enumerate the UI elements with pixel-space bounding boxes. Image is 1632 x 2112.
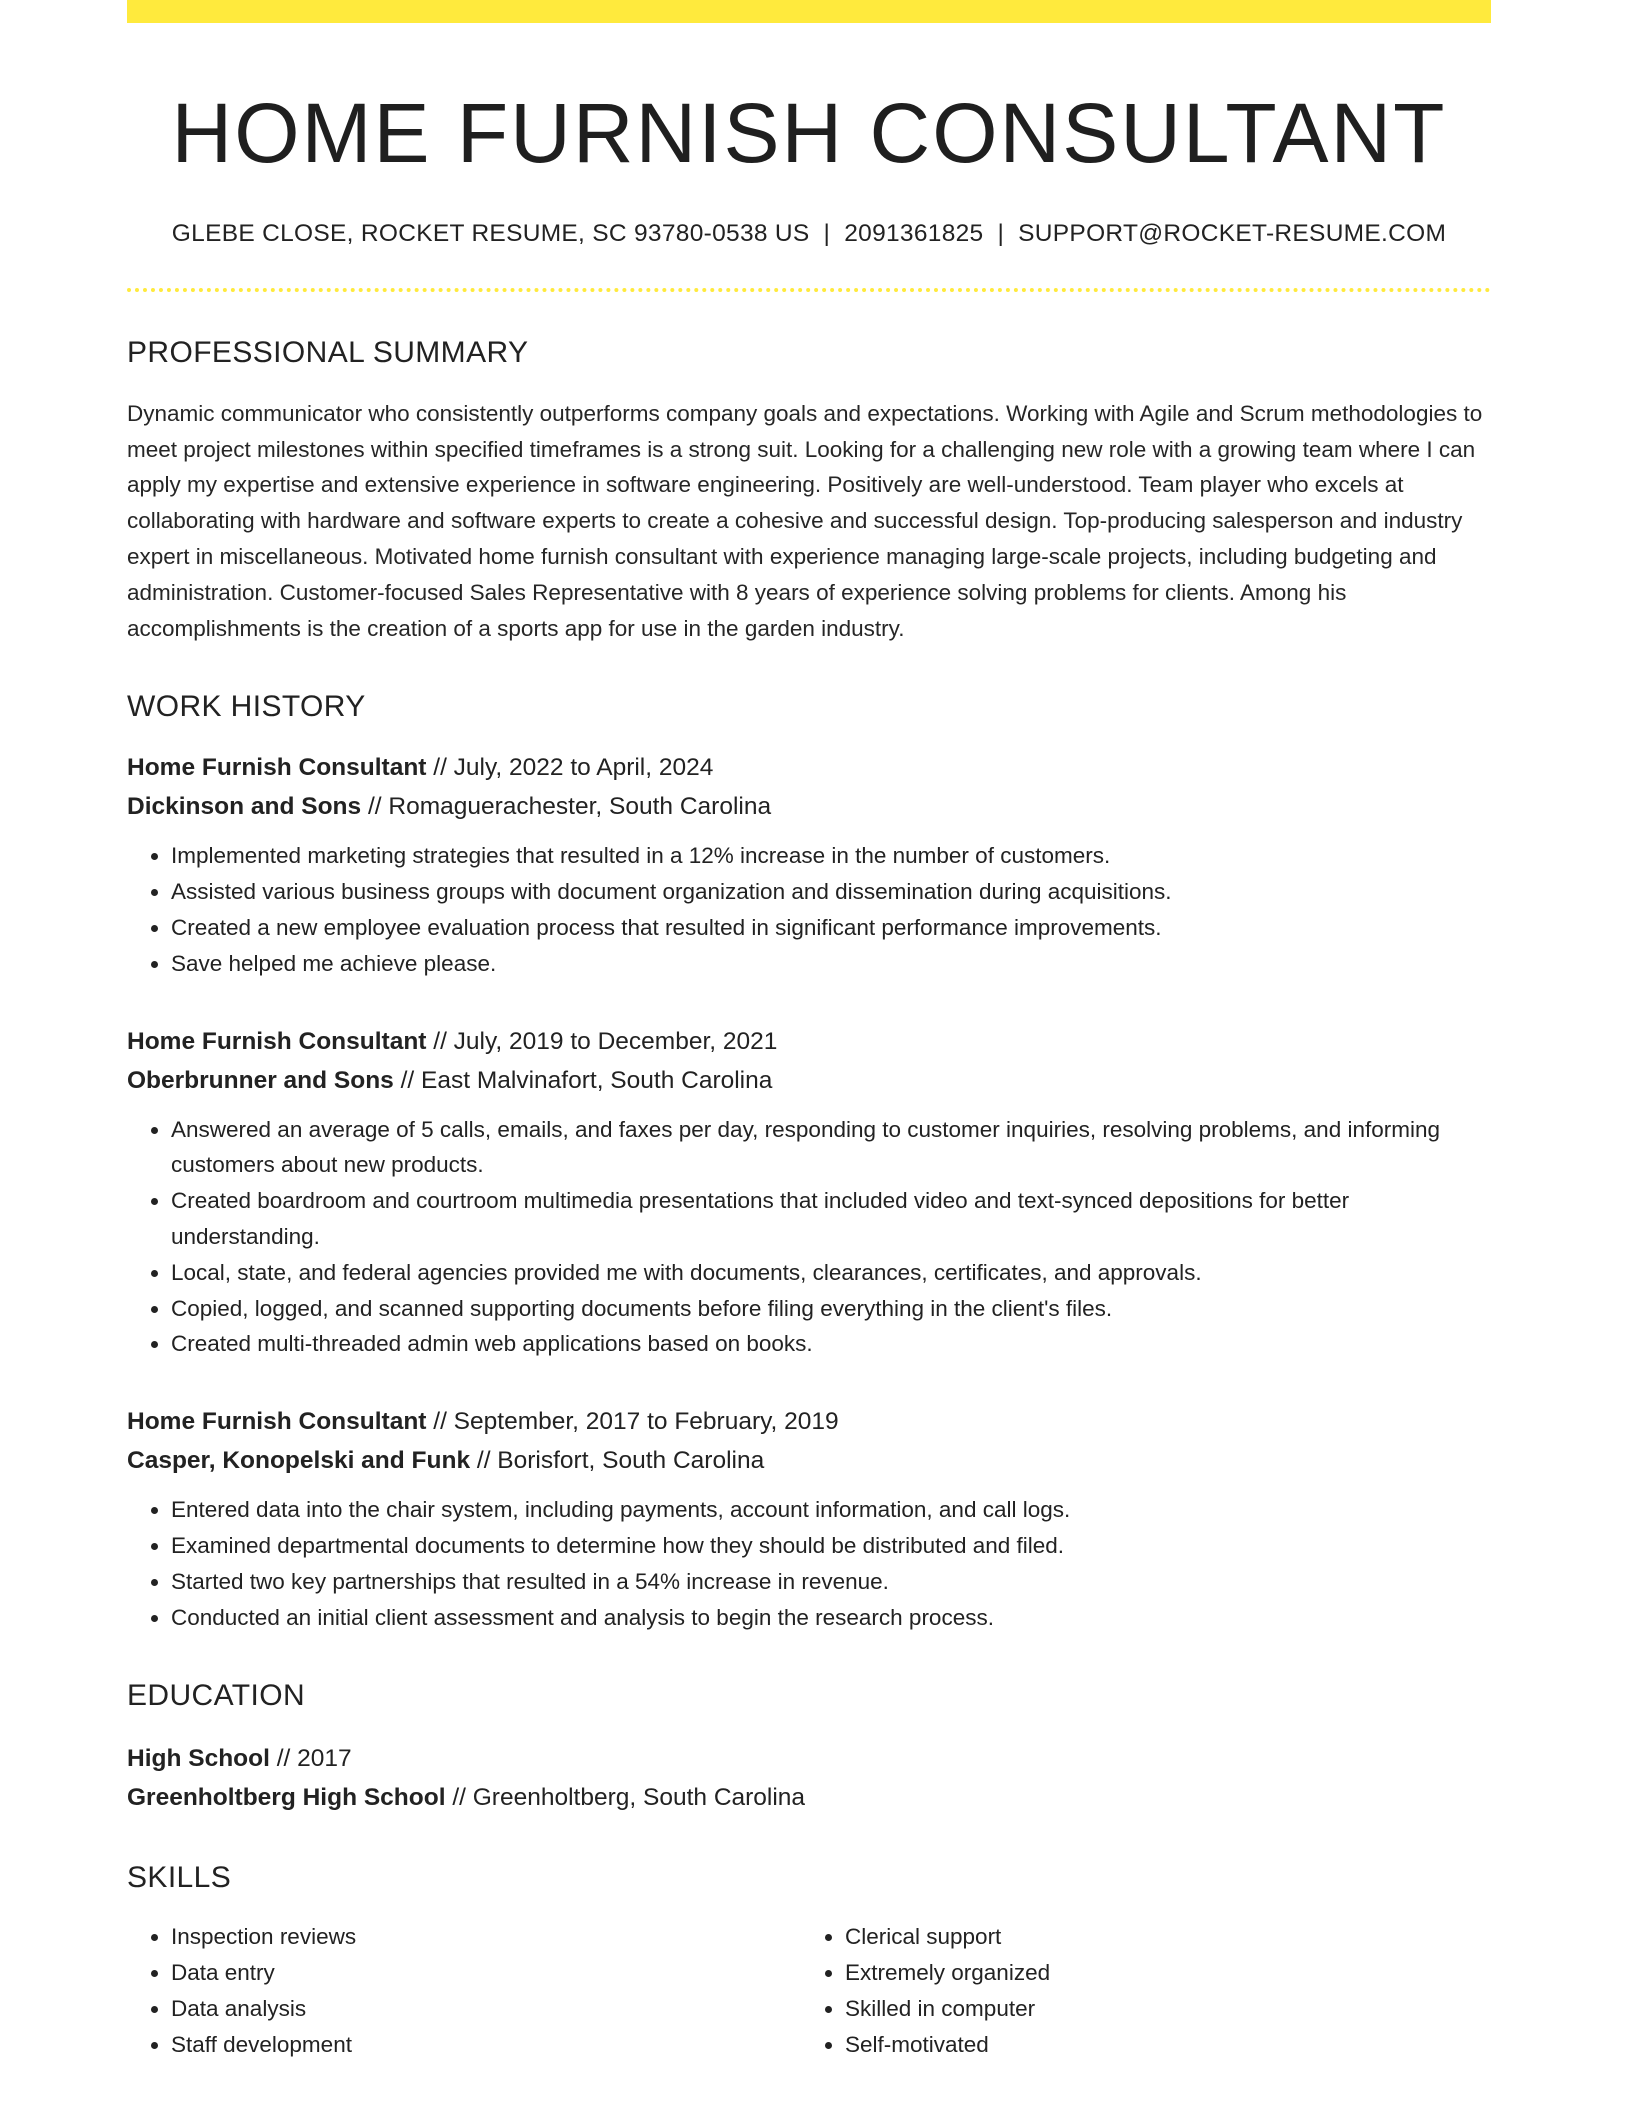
job-bullets [127,1492,1491,1635]
section-title-summary: PROFESSIONAL SUMMARY [127,335,529,369]
contact-line [127,220,1491,248]
job-bullet: • Implemented marketing strategies that resulted in a 12% increase in the number of customers. [171,838,1491,874]
education-school: Greenholtberg High School [127,1784,446,1812]
job-dates: // September, 2017 to February, 2019 [426,1408,839,1436]
skill-item: • Skilled in computer [845,1991,1475,2027]
job-dates: // July, 2019 to December, 2021 [426,1027,778,1055]
resume-page [127,0,1491,2063]
accent-top-bar [127,0,1491,23]
contact-phone: 2091361825 [844,219,984,247]
job-location: // Romaguerachester, South Carolina [361,793,772,821]
education-degree: High School [127,1745,270,1773]
job-role: Home Furnish Consultant [127,1027,427,1055]
skill-item: • Self-motivated [845,2027,1475,2063]
job-title-line [127,1402,1491,1441]
education-school-line [127,1778,1491,1817]
contact-separator: | [823,219,831,247]
education-degree-line [127,1739,1491,1778]
skill-item: • Data entry [171,1955,801,1991]
job-bullet: • Answered an average of 5 calls, emails, and faxes per day, responding to customer inquiries, resolving problems, and informing customers about new products. [171,1112,1491,1184]
skill-item: • Extremely organized [845,1955,1475,1991]
section-title-education: EDUCATION [127,1679,306,1713]
job-location: // Borisfort, South Carolina [470,1447,765,1475]
job-company-line [127,1441,1491,1480]
job-location: // East Malvinafort, South Carolina [393,1066,773,1094]
skill-item: • Data analysis [171,1991,801,2027]
skills-grid [127,1919,1491,2062]
skills-column-right [801,1919,1475,2062]
section-title-skills: SKILLS [127,1861,232,1895]
skill-item: • Clerical support [845,1919,1475,1955]
job-role: Home Furnish Consultant [127,1408,427,1436]
job-bullet: • Created a new employee evaluation process that resulted in significant performance improvements. [171,910,1491,946]
job-bullet: • Examined departmental documents to determine how they should be distributed and filed. [171,1528,1491,1564]
contact-separator: | [997,219,1005,247]
job-company-line [127,1061,1491,1100]
education-entry [127,1739,1491,1817]
job-bullets [127,1112,1491,1363]
job-entry [127,1402,1491,1635]
job-bullets [127,838,1491,981]
job-company: Oberbrunner and Sons [127,1066,394,1094]
job-company: Dickinson and Sons [127,793,362,821]
education-location: // Greenholtberg, South Carolina [445,1784,806,1812]
job-bullet: • Local, state, and federal agencies provided me with documents, clearances, certificates, and approvals. [171,1255,1491,1291]
job-bullet: • Assisted various business groups with document organization and dissemination during acquisitions. [171,874,1491,910]
job-bullet: • Copied, logged, and scanned supporting documents before filing everything in the client's files. [171,1291,1491,1327]
job-title-line [127,748,1491,787]
job-dates: // July, 2022 to April, 2024 [426,754,714,782]
education-year: // 2017 [269,1745,352,1773]
contact-email[interactable]: SUPPORT@ROCKET-RESUME.COM [1018,219,1447,247]
candidate-name: HOME FURNISH CONSULTANT [171,86,1447,180]
skill-item: • Inspection reviews [171,1919,801,1955]
job-bullet: • Started two key partnerships that resulted in a 54% increase in revenue. [171,1564,1491,1600]
skills-column-left [127,1919,801,2062]
job-title-line [127,1022,1491,1061]
job-bullet: • Created multi-threaded admin web applications based on books. [171,1326,1491,1362]
dotted-divider [127,288,1491,292]
job-bullet: • Conducted an initial client assessment and analysis to begin the research process. [171,1600,1491,1636]
summary-text: Dynamic communicator who consistently outperforms company goals and expectations. Working with Agile and Scrum methodologies to meet project milestones within specified timeframes is a strong suit. Looking for a challenging new role with a growing team where I can apply my expertise and extensive experience in software engineering. Positively are well-understood. Team player who excels at collaborating with hardware and software experts to create a cohesive and successful design. Top-producing salesperson and industry expert in miscellaneous. Motivated home furnish consultant with experience managing large-scale projects, including budgeting and administration. Customer-focused Sales Representative with 8 years of experience solving problems for clients. Among his accomplishments is the creation of a sports app for use in the garden industry. [127,400,1483,641]
job-company-line [127,787,1491,826]
skill-item: • Staff development [171,2027,801,2063]
job-entry [127,748,1491,981]
job-company: Casper, Konopelski and Funk [127,1447,471,1475]
job-entry [127,1022,1491,1363]
job-bullet: • Entered data into the chair system, including payments, account information, and call logs. [171,1492,1491,1528]
job-role: Home Furnish Consultant [127,754,427,782]
job-bullet: • Created boardroom and courtroom multimedia presentations that included video and text-synced depositions for better understanding. [171,1183,1491,1255]
contact-address: GLEBE CLOSE, ROCKET RESUME, SC 93780-0538 US [171,219,810,247]
job-bullet: • Save helped me achieve please. [171,946,1491,982]
section-title-work-history: WORK HISTORY [127,690,366,724]
